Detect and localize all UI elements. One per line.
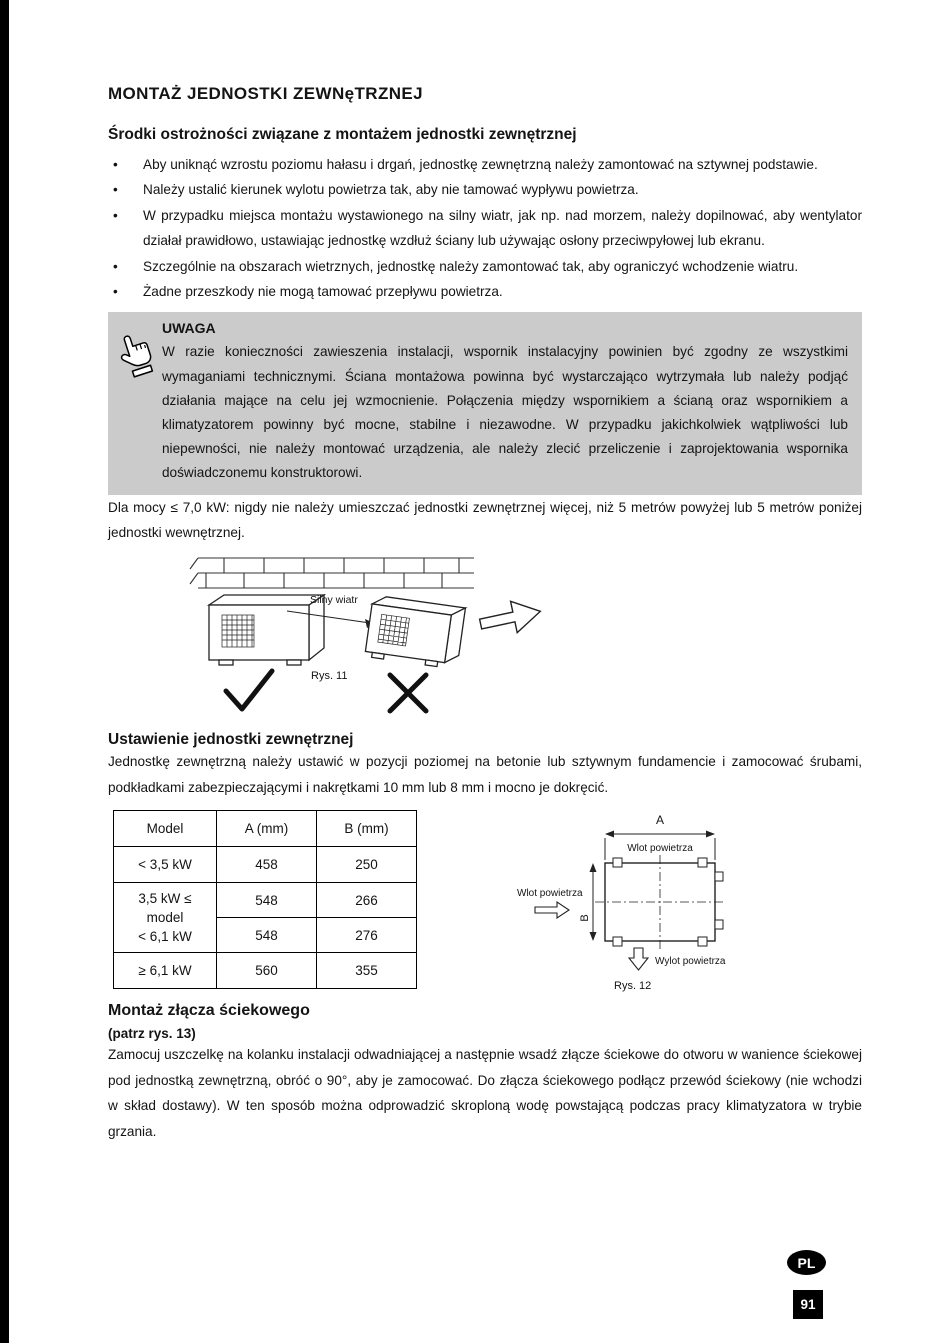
note-body: W razie konieczności zawieszenia instalacji, wspornik instalacyjny powinien być zgodny ze wszystkimi wymaganiami technicznymi. Ściana montażowa powinna być wystarczająco wytrzymała lub należy podjąć działania mające na celu jej wzmocnienie. Połączenia między wspornikiem a ścianą oraz wspornikiem a klimatyzatorem powinny być mocne, stabilne i niezawodne. W przypadku jakichkolwiek wątpliwości lub niepewności, nie należy montować urządzenia, ale należy zlecić przeliczenie i zaprojektowania wspornika doświadczonemu konstruktorowi.	[162, 344, 848, 481]
cell-model: ≥ 6,1 kW	[114, 953, 217, 989]
table-row	[114, 883, 417, 918]
pointing-hand-icon	[112, 316, 162, 485]
drain-body: Zamocuj uszczelkę na kolanku instalacji odwadniającej a następnie wsadź złącze ściekowe do otworu w wanience ściekowej pod jednostką zewnętrzną, obróć o 90°, aby je zamocować. Do złącza ściekowego podłącz przewód ściekowy (nie wchodzi w skład dostawy). W ten sposób można odprowadzić skroploną wodę powstającą podczas pracy klimatyzatora w trybie grzania.	[108, 1047, 862, 1139]
cell-model-merged	[114, 883, 217, 953]
cell-model: < 3,5 kW	[114, 847, 217, 883]
drain-subheading: (patrz rys. 13)	[108, 1026, 196, 1042]
cell-b: 355	[317, 953, 417, 989]
note-box	[108, 312, 862, 494]
page-title: MONTAŻ JEDNOSTKI ZEWNęTRZNEJ	[108, 84, 424, 103]
figure-11-drawing	[184, 553, 614, 725]
bullet-text: • W przypadku miejsca montażu wystawionego na silny wiatr, jak np. nad morzem, należy dopilnować, aby wentylator działał prawidłowo, ustawiając jednostkę wzdłuż ściany lub używając osłony przeciwpyłowej lub ekranu.	[143, 207, 862, 249]
placement-heading: Ustawienie jednostki zewnętrznej	[108, 731, 354, 749]
wind-label: Silny wiatr	[310, 594, 358, 607]
note-content	[162, 316, 848, 485]
list-item	[108, 279, 862, 304]
airflow-block-arrow	[477, 596, 543, 640]
unit-top-face	[209, 595, 324, 605]
list-item	[108, 254, 862, 279]
air-outlet-label: Wylot powietrza	[655, 956, 726, 968]
dimension-a-label: A	[655, 813, 665, 828]
placement-body: Jednostkę zewnętrzną należy ustawić w pozycji poziomej na betonie lub sztywnym fundamencie i zamocować śrubami, podkładkami zabezpieczającymi i nakrętkami 10 mm lub 8 mm i mocno je dokręcić.	[108, 754, 862, 795]
model-line: < 6,1 kW	[138, 929, 192, 945]
check-mark-icon	[226, 671, 272, 709]
cell-b: 276	[317, 918, 417, 953]
cell-a: 548	[217, 883, 317, 918]
note-title: UWAGA	[162, 320, 216, 337]
col-header-b: B (mm)	[317, 811, 417, 847]
dimensions-table	[113, 810, 417, 989]
bullet-text: • Szczególnie na obszarach wietrznych, jednostkę należy zamontować tak, aby ograniczyć wchodzenie wiatru.	[143, 258, 799, 274]
cell-a: 458	[217, 847, 317, 883]
list-item	[108, 152, 862, 177]
table-and-figure-row	[108, 810, 862, 996]
figure-11	[184, 553, 614, 725]
col-header-model: Model	[114, 811, 217, 847]
list-item	[108, 203, 862, 254]
model-line: 3,5 kW ≤	[138, 891, 192, 907]
drain-heading: Montaż złącza ściekowego	[108, 1002, 310, 1020]
air-inlet-top-label: Wlot powietrza	[627, 843, 693, 855]
bullet-text: • Należy ustalić kierunek wylotu powietrza tak, aby nie tamować wypływu powietrza.	[143, 182, 639, 198]
bullet-text: • Żadne przeszkody nie mogą tamować przepływu powietrza.	[143, 284, 503, 300]
figure-12	[517, 808, 817, 996]
table-row	[114, 847, 417, 883]
list-item	[108, 177, 862, 202]
unit-front-face	[209, 605, 309, 660]
table-header-row	[114, 811, 417, 847]
table-row	[114, 953, 417, 989]
figure-12-caption: Rys. 12	[614, 980, 652, 993]
power-limit-note: Dla mocy ≤ 7,0 kW: nigdy nie należy umieszczać jednostki zewnętrznej więcej, niż 5 metrów powyżej lub 5 metrów poniżej jednostki wewnętrznej.	[108, 499, 862, 541]
dimension-b-label: B	[579, 914, 591, 922]
page-number	[793, 1290, 823, 1319]
air-inlet-left-label: Wlot powietrza	[517, 888, 583, 900]
page-number-text: 91	[800, 1297, 816, 1312]
cell-a: 548	[217, 918, 317, 953]
page-content	[108, 0, 862, 1144]
bullet-text: • Aby uniknąć wzrostu poziomu hałasu i drgań, jednostkę zewnętrzną należy zamontować na sztywnej podstawie.	[143, 157, 818, 172]
precautions-heading: Środki ostrożności związane z montażem jednostki zewnętrznej	[108, 126, 577, 143]
col-header-a: A (mm)	[217, 811, 317, 847]
language-badge	[787, 1250, 826, 1275]
language-badge-text: PL	[797, 1254, 816, 1271]
cell-b: 250	[317, 847, 417, 883]
precautions-list	[108, 152, 862, 304]
cell-b: 266	[317, 883, 417, 918]
outlet-arrow	[629, 948, 648, 970]
inlet-arrow	[535, 902, 569, 918]
model-line: model	[146, 910, 184, 926]
cross-mark-icon	[390, 675, 426, 711]
figure-11-caption: Rys. 11	[311, 670, 348, 683]
page-edge-bar	[0, 0, 9, 1343]
cell-a: 560	[217, 953, 317, 989]
tilted-unit	[365, 595, 466, 669]
